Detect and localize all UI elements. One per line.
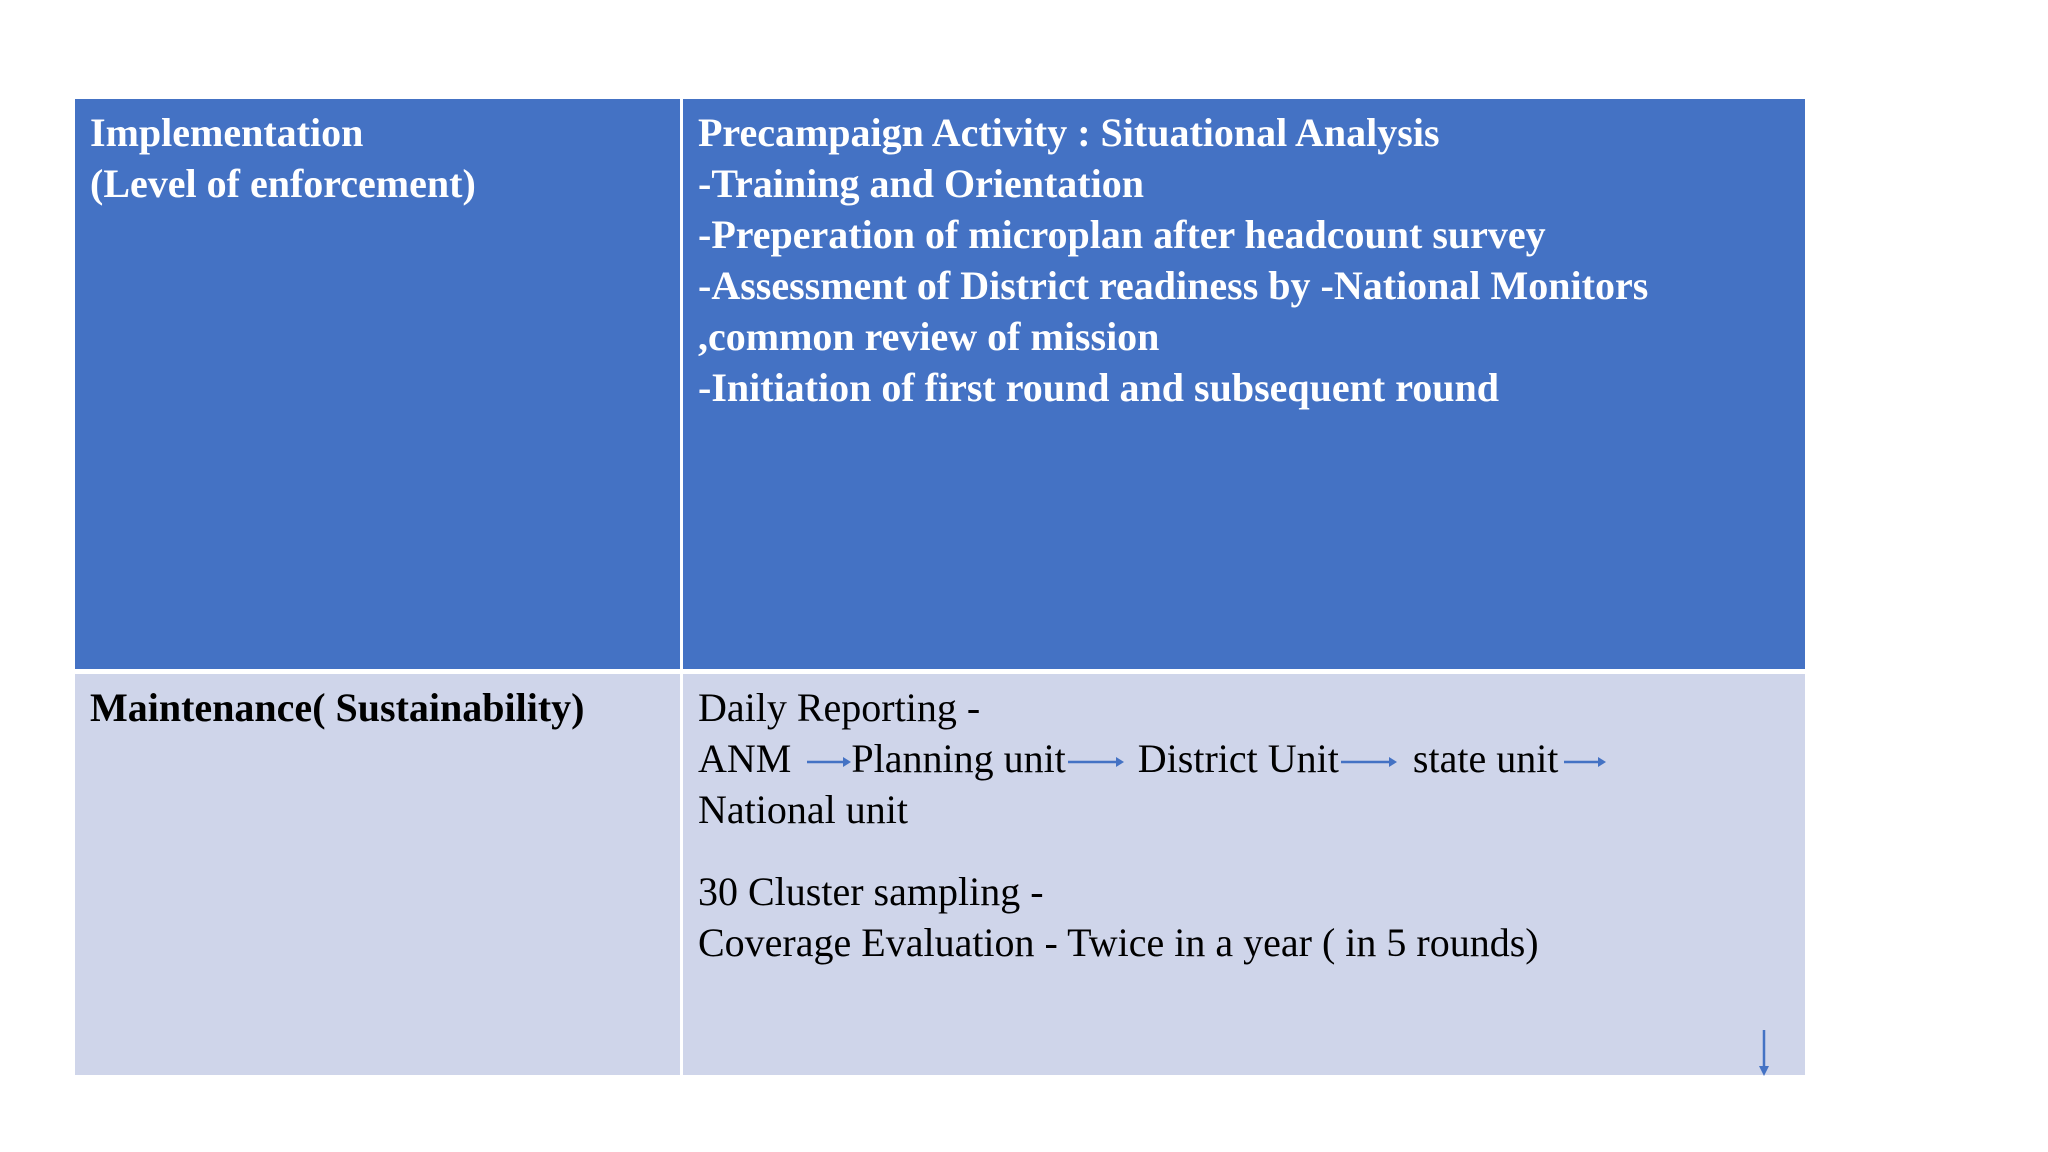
maintenance-content-cell	[683, 674, 1805, 1075]
maintenance-content	[698, 682, 1606, 968]
content-table	[75, 99, 1805, 1075]
down-arrow-icon	[1757, 1030, 1771, 1076]
content-line: -Training and Orientation	[698, 161, 1144, 206]
flow-step: Planning unit	[851, 736, 1066, 781]
right-arrow-icon	[1066, 760, 1138, 772]
implementation-label-cell	[75, 99, 680, 669]
implementation-label	[90, 107, 476, 209]
implementation-content-cell	[683, 99, 1805, 669]
content-line: Precampaign Activity : Situational Analysis	[698, 110, 1440, 155]
maintenance-label-line: Maintenance( Sustainability)	[90, 685, 585, 730]
content-line: ,common review of mission	[698, 314, 1160, 359]
right-arrow-icon	[1339, 760, 1413, 772]
reporting-title: Daily Reporting -	[698, 685, 981, 730]
maintenance-label-cell	[75, 674, 680, 1075]
flow-step: ANM	[698, 736, 792, 781]
implementation-content	[698, 107, 1648, 413]
implementation-label-line: Implementation	[90, 110, 364, 155]
flow-step: District Unit	[1137, 736, 1339, 781]
flow-step: state unit	[1412, 736, 1559, 781]
maintenance-label	[90, 682, 584, 733]
sampling-detail: Coverage Evaluation - Twice in a year ( in 5 rounds)	[698, 920, 1539, 965]
right-arrow-icon	[791, 760, 851, 772]
implementation-label-line: (Level of enforcement)	[90, 161, 476, 206]
reporting-flow	[698, 733, 1606, 784]
flow-step: National unit	[698, 787, 908, 832]
right-arrow-icon	[1558, 760, 1606, 772]
content-line: -Initiation of first round and subsequent round	[698, 365, 1499, 410]
sampling-title: 30 Cluster sampling -	[698, 869, 1044, 914]
content-line: -Preperation of microplan after headcount survey	[698, 212, 1546, 257]
spacer	[698, 835, 1606, 866]
content-line: -Assessment of District readiness by -National Monitors	[698, 263, 1649, 308]
